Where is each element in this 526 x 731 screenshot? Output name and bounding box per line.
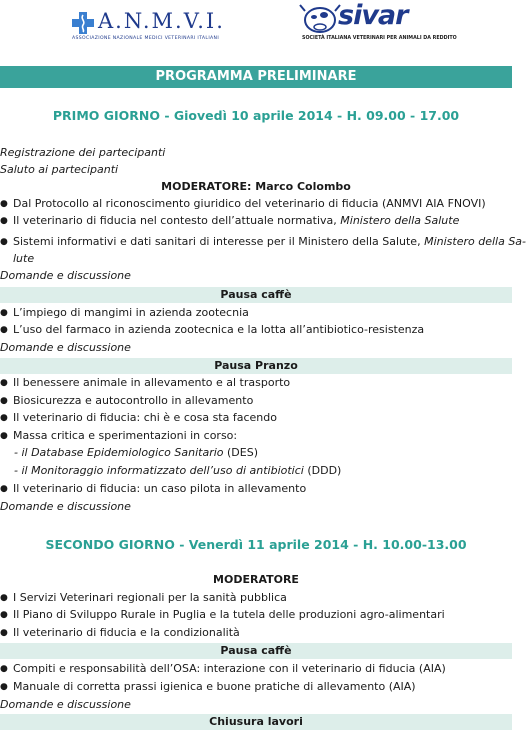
list-item bbox=[0, 234, 526, 250]
intro-greeting: Saluto ai partecipanti bbox=[0, 163, 119, 176]
list-item bbox=[0, 625, 512, 641]
list-item bbox=[0, 590, 512, 606]
coffee-break-bar: Pausa caffè bbox=[0, 643, 512, 659]
item-continuation: lute bbox=[13, 252, 35, 265]
bullet-icon: ● bbox=[0, 431, 8, 441]
list-item bbox=[0, 428, 512, 444]
item-text: Manuale di corretta prassi igienica e buone pratiche di allevamento (AIA) bbox=[13, 680, 416, 693]
bullet-icon: ● bbox=[0, 628, 8, 638]
lunch-break-bar: Pausa Pranzo bbox=[0, 358, 512, 374]
intro-registration: Registrazione dei partecipanti bbox=[0, 146, 166, 159]
anmvi-subtitle: ASSOCIAZIONE NAZIONALE MEDICI VETERINARI ITALIANI bbox=[72, 36, 220, 41]
bullet-icon: ● bbox=[0, 413, 8, 423]
anmvi-logo bbox=[72, 8, 225, 48]
item-text: I Servizi Veterinari regionali per la sanità pubblica bbox=[13, 591, 287, 604]
day2-moderator: MODERATORE bbox=[213, 573, 299, 586]
item-text: L’impiego di mangimi in azienda zootecnia bbox=[13, 306, 249, 319]
item-text: Massa critica e sperimentazioni in corso: bbox=[13, 429, 238, 442]
list-item bbox=[0, 481, 512, 497]
discussion: Domande e discussione bbox=[0, 341, 131, 354]
sub-item bbox=[0, 463, 526, 479]
bullet-icon: ● bbox=[0, 610, 8, 620]
bullet-icon: ● bbox=[0, 664, 8, 674]
item-italic: Ministero della Sa- bbox=[424, 235, 526, 248]
bullet-icon: ● bbox=[0, 378, 8, 388]
list-item bbox=[0, 410, 512, 426]
list-item bbox=[0, 322, 512, 338]
bullet-icon: ● bbox=[0, 237, 8, 247]
sub-item-text: - il Database Epidemiologico Sanitario bbox=[14, 446, 224, 459]
item-text: Il veterinario di fiducia: chi è e cosa sta facendo bbox=[13, 411, 277, 424]
bullet-icon: ● bbox=[0, 682, 8, 692]
header bbox=[0, 0, 512, 62]
item-text: Compiti e responsabilità dell’OSA: interazione con il veterinario di fiducia (AIA) bbox=[13, 662, 446, 675]
bullet-icon: ● bbox=[0, 325, 8, 335]
list-item bbox=[0, 393, 512, 409]
sub-item bbox=[0, 445, 526, 461]
cow-head-icon bbox=[300, 2, 340, 36]
list-item bbox=[0, 607, 512, 623]
list-item bbox=[0, 661, 512, 677]
programma-banner: PROGRAMMA PRELIMINARE bbox=[0, 66, 512, 88]
item-text: Dal Protocollo al riconoscimento giuridico del veterinario di fiducia (ANMVI AIA FNOVI) bbox=[13, 197, 486, 210]
item-text: L’uso del farmaco in azienda zootecnica e la lotta all’antibiotico-resistenza bbox=[13, 323, 425, 336]
item-text: Biosicurezza e autocontrollo in allevamento bbox=[13, 394, 254, 407]
item-text: Il veterinario di fiducia nel contesto dell’attuale normativa, bbox=[13, 214, 337, 227]
discussion: Domande e discussione bbox=[0, 698, 131, 711]
list-item bbox=[0, 679, 512, 695]
coffee-break-bar: Pausa caffè bbox=[0, 287, 512, 303]
anmvi-cross-icon bbox=[72, 12, 94, 34]
sub-item-code: (DES) bbox=[227, 446, 259, 459]
bullet-icon: ● bbox=[0, 199, 8, 209]
day2-title: SECONDO GIORNO - Venerdì 11 aprile 2014 - H. 10.00-13.00 bbox=[45, 537, 467, 552]
item-text: Il benessere animale in allevamento e al trasporto bbox=[13, 376, 291, 389]
discussion: Domande e discussione bbox=[0, 269, 131, 282]
sivar-name: sivar bbox=[338, 0, 408, 31]
bullet-icon: ● bbox=[0, 484, 8, 494]
bullet-icon: ● bbox=[0, 396, 8, 406]
item-text: Il veterinario di fiducia: un caso pilota in allevamento bbox=[13, 482, 307, 495]
sivar-logo bbox=[300, 0, 457, 50]
item-italic: Ministero della Salute bbox=[340, 214, 460, 227]
sivar-subtitle: SOCIETÀ ITALIANA VETERINARI PER ANIMALI DA REDDITO bbox=[302, 36, 457, 41]
closing-bar: Chiusura lavori bbox=[0, 714, 512, 730]
discussion: Domande e discussione bbox=[0, 500, 131, 513]
day1-title: PRIMO GIORNO - Giovedì 10 aprile 2014 - H. 09.00 - 17.00 bbox=[52, 108, 460, 123]
item-text: Il Piano di Sviluppo Rurale in Puglia e la tutela delle produzioni agro-alimentari bbox=[13, 608, 445, 621]
sub-item-text: - il Monitoraggio informatizzato dell’uso di antibiotici bbox=[14, 464, 304, 477]
bullet-icon: ● bbox=[0, 216, 8, 226]
list-item bbox=[0, 305, 512, 321]
sub-item-code: (DDD) bbox=[307, 464, 342, 477]
list-item bbox=[0, 196, 512, 212]
list-item bbox=[0, 213, 512, 229]
bullet-icon: ● bbox=[0, 593, 8, 603]
anmvi-name: A.N.M.V.I. bbox=[98, 9, 225, 33]
list-item bbox=[0, 375, 512, 391]
item-text: Il veterinario di fiducia e la condizionalità bbox=[13, 626, 240, 639]
bullet-icon: ● bbox=[0, 308, 8, 318]
day1-moderator: MODERATORE: Marco Colombo bbox=[161, 180, 351, 193]
item-text: Sistemi informativi e dati sanitari di interesse per il Ministero della Salute, bbox=[13, 235, 421, 248]
